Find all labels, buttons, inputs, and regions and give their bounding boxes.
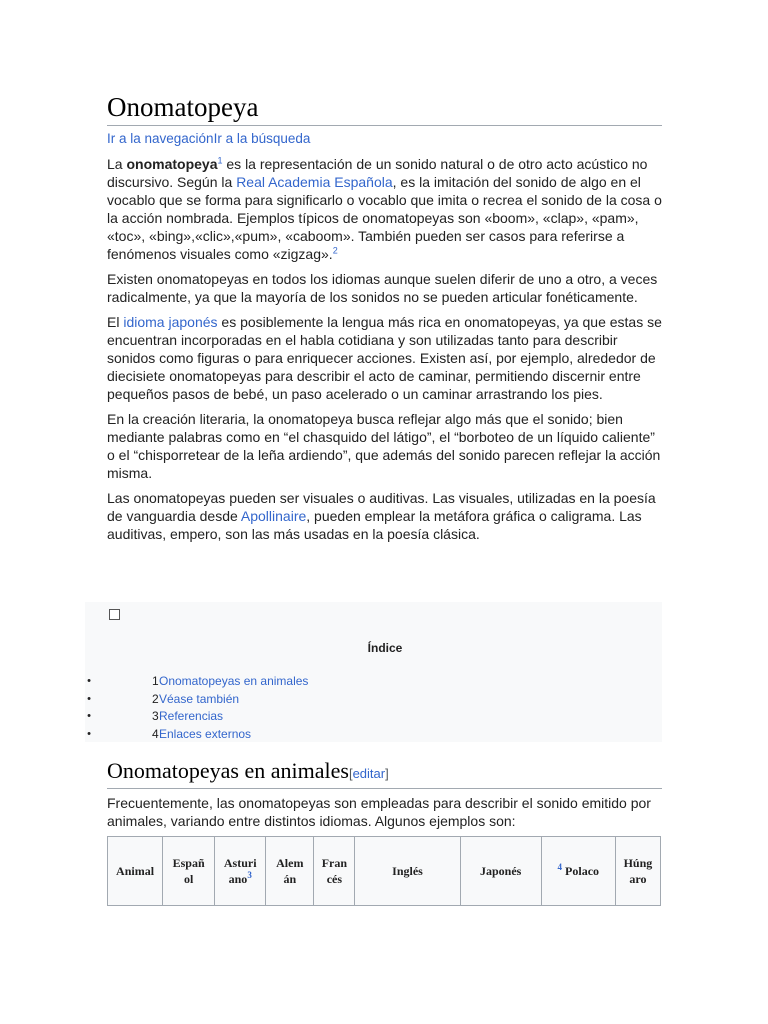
paragraph-3 xyxy=(107,313,662,403)
ref-link[interactable]: 2 xyxy=(332,245,338,256)
toc-number: 2 xyxy=(152,691,159,706)
text: Las onomatopeyas pueden ser visuales o auditivas. Las visuales, utilizadas en la poesía de vanguardia desde xyxy=(107,490,656,524)
header-text: Españ xyxy=(172,856,205,870)
jump-to-search-link[interactable]: Ir a la búsqueda xyxy=(213,131,311,146)
section-heading xyxy=(107,756,662,789)
ref-link[interactable]: 4 xyxy=(557,862,563,872)
edit-section xyxy=(349,766,389,781)
header-text: ano xyxy=(228,872,248,886)
column-header xyxy=(541,837,615,906)
text: , es la imitación del sonido de algo en el vocablo que se forma para significarlo o vocablo que imita o recrea el sonido de la cosa o la acción nombrada. Ejemplos típicos de onomatopeyas son «boom», «clap», «pam», «toc», «bing»,«clic»,«pum», «caboom». También pueden ser casos para referirse a fenómenos visuales como «zigzag». xyxy=(107,174,662,262)
jump-links xyxy=(107,130,662,147)
column-header xyxy=(314,837,355,906)
column-header xyxy=(215,837,266,906)
ref-link[interactable]: 3 xyxy=(247,870,252,880)
toc-item[interactable] xyxy=(85,691,645,709)
text: El xyxy=(107,314,124,330)
bullet: • xyxy=(87,692,91,705)
toc-number: 3 xyxy=(152,709,159,723)
header-text: Inglés xyxy=(392,864,423,878)
jump-to-navigation-link[interactable]: Ir a la navegación xyxy=(107,131,214,146)
column-header xyxy=(615,837,660,906)
apollinaire-link[interactable]: Apollinaire xyxy=(240,508,307,524)
header-text: Animal xyxy=(116,864,155,878)
toc-item[interactable] xyxy=(85,708,645,726)
toc-link[interactable]: Onomatopeyas en animales xyxy=(159,674,309,688)
reference-2[interactable] xyxy=(333,245,338,255)
bullet: • xyxy=(87,727,91,740)
column-header xyxy=(460,837,541,906)
animal-sounds-table xyxy=(107,836,661,906)
edit-link[interactable]: editar xyxy=(352,766,386,781)
toc-link[interactable]: Referencias xyxy=(159,709,224,723)
text: La xyxy=(107,156,127,172)
paragraph-4: En la creación literaria, la onomatopeya busca reflejar algo más que el sonido; bien mediante palabras como en “el chasquido del látigo”, el “borboteo de un líquido caliente” o el “chisporretear de la leña ardiendo”, que además del sonido parecen reflejar la acción misma. xyxy=(107,411,661,481)
header-text: ol xyxy=(183,872,194,886)
term-bold: onomatopeya xyxy=(126,156,218,172)
header-text: Asturi xyxy=(223,856,257,870)
toc-list xyxy=(85,673,645,743)
page-title: Onomatopeya xyxy=(107,90,662,126)
ref-link[interactable]: 1 xyxy=(217,155,223,166)
paragraph-5 xyxy=(107,489,662,543)
toc-toggle-checkbox[interactable] xyxy=(109,609,120,620)
header-text: Fran xyxy=(321,856,348,870)
toc-link[interactable]: Enlaces externos xyxy=(159,726,252,741)
header-text: cés xyxy=(326,872,343,886)
toc-number: 1 xyxy=(152,674,159,688)
bracket: [ xyxy=(348,766,353,781)
text: es posiblemente la lengua más rica en onomatopeyas, ya que estas se encuentran incorporadas en el habla cotidiana y son utilizadas tanto para describir sonidos como figuras o para enriquecer acciones. Existen así, por ejemplo, alrededor de diecisiete onomatopeyas para describir el acto de caminar, permitiendo discernir entre pequeños pasos de bebé, un paso acelerado o un caminar arrastrando los pies. xyxy=(107,314,662,402)
column-header xyxy=(355,837,460,906)
text: es la representación de un sonido natural o de otro acto acústico no discursivo. Según la xyxy=(107,156,648,190)
toc-number: 4 xyxy=(152,726,159,741)
toc-link[interactable]: Véase también xyxy=(159,691,240,706)
header-text: án xyxy=(283,872,297,886)
bullet: • xyxy=(87,710,91,722)
section-intro: Frecuentemente, las onomatopeyas son empleadas para describir el sonido emitido por animales, variando entre distintos idiomas. Algunos ejemplos son: xyxy=(107,795,651,829)
header-text: aro xyxy=(629,872,647,886)
bullet: • xyxy=(87,675,91,687)
column-header xyxy=(108,837,163,906)
rae-link[interactable]: Real Academia Española xyxy=(236,174,393,190)
article-body xyxy=(107,90,662,550)
toc-title: Índice xyxy=(367,641,403,655)
header-text: Japonés xyxy=(479,864,522,878)
paragraph-2: Existen onomatopeyas en todos los idiomas aunque suelen diferir de uno a otro, a veces radicalmente, ya que la mayoría de los sonidos no se pueden articular fonéticamente. xyxy=(107,271,658,305)
idioma-japones-link[interactable]: idioma japonés xyxy=(123,314,218,330)
header-text: Polaco xyxy=(565,864,600,878)
toc-item[interactable] xyxy=(85,673,645,691)
bracket: ] xyxy=(385,766,389,781)
header-text: Alem xyxy=(276,856,304,870)
header-text: Húng xyxy=(623,856,653,870)
column-header xyxy=(163,837,215,906)
table-header-row xyxy=(108,837,661,906)
toc-item[interactable] xyxy=(85,726,645,744)
text: , pueden emplear la metáfora gráfica o caligrama. Las auditivas, empero, son las más usadas en la poesía clásica. xyxy=(107,508,642,542)
paragraph-1 xyxy=(107,155,662,263)
section-title: Onomatopeyas en animales xyxy=(107,758,349,783)
column-header xyxy=(266,837,314,906)
